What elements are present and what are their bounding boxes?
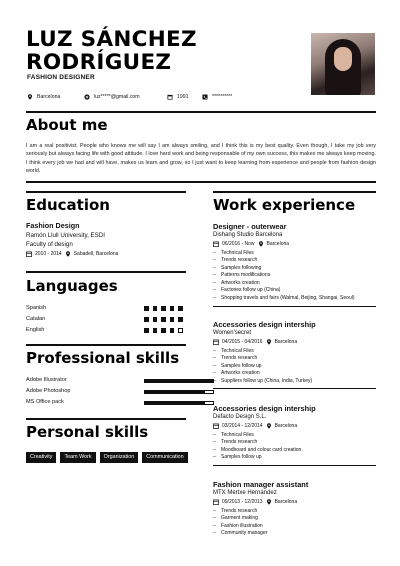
- job-task: – Trends research: [213, 257, 378, 265]
- skill-level-fill: [145, 391, 205, 393]
- job-tasks: [213, 508, 378, 538]
- calendar-icon: [213, 339, 219, 345]
- job-task: – Factories follow up (China): [213, 287, 378, 295]
- skill-row: [26, 377, 186, 386]
- skill-tag: Team Work: [60, 452, 95, 463]
- job-dates: 09/2013 - 12/2013: [222, 498, 263, 505]
- level-dot-filled: [170, 317, 175, 322]
- job-tasks: [213, 348, 378, 386]
- level-dot-empty: [178, 328, 183, 333]
- job-divider: [213, 388, 376, 389]
- job-divider: [213, 465, 376, 466]
- job-meta: [213, 498, 378, 506]
- name-line-2: RODRÍGUEZ: [26, 50, 172, 75]
- job-dates: 03/2014 - 12/2014: [222, 422, 263, 429]
- skill-name: Adobe Photoshop: [26, 388, 71, 394]
- language-name: English: [26, 327, 45, 333]
- email-text: luz*****@gmail.com: [94, 94, 140, 100]
- full-name: [26, 28, 197, 74]
- personal-skills-tags: [26, 452, 191, 463]
- contact-location: [27, 94, 60, 100]
- professional-skills-heading: Professional skills: [26, 349, 180, 367]
- skill-row: [26, 388, 186, 397]
- skill-tag: Creativity: [26, 452, 56, 463]
- job-dates: 04/2015 - 04/2016: [222, 338, 263, 345]
- location-pin-icon: [266, 423, 272, 429]
- calendar-icon: [213, 499, 219, 505]
- language-name: Catalan: [26, 316, 46, 322]
- level-dot-filled: [161, 317, 166, 322]
- level-dot-filled: [144, 317, 149, 322]
- job-task: – Artworks creation: [213, 370, 378, 378]
- work-heading: Work experience: [213, 196, 356, 214]
- job-title: Accessories design intership: [213, 404, 316, 413]
- profile-photo: [311, 33, 375, 95]
- name-line-1: LUZ SÁNCHEZ: [26, 27, 197, 52]
- skill-level-bar: [144, 379, 214, 383]
- job-meta: [213, 240, 378, 248]
- skill-level-fill: [145, 380, 213, 382]
- job-task: – Technical Files: [213, 348, 378, 356]
- job-place: Barcelona: [274, 498, 298, 505]
- level-dot-filled: [178, 317, 183, 322]
- job-task: – Samples following: [213, 265, 378, 273]
- level-dot-filled: [178, 306, 183, 311]
- skill-level-bar: [144, 401, 214, 405]
- job-title: Accessories design intership: [213, 320, 316, 329]
- education-top-rule: [26, 191, 186, 193]
- level-dot-filled: [144, 306, 149, 311]
- job-task: – Trends research: [213, 508, 378, 516]
- job-company: Dishang Studio Barcelona: [213, 232, 283, 238]
- job-task: – Technical Files: [213, 250, 378, 258]
- education-faculty: Faculty of design: [26, 241, 73, 248]
- job-divider: [213, 306, 376, 307]
- skill-tag: Communication: [142, 452, 187, 463]
- level-dot-filled: [153, 306, 158, 311]
- job-place: Barcelona: [266, 240, 290, 247]
- level-dot-filled: [170, 328, 175, 333]
- job-task: – Samples follow up: [213, 454, 378, 462]
- job-task: – Moodboard and colour card creation: [213, 447, 378, 455]
- at-sign-icon: [84, 94, 90, 100]
- job-title: Designer - outerwear: [213, 222, 287, 231]
- location-text: Barcelona: [37, 94, 61, 100]
- location-pin-icon: [27, 94, 33, 100]
- job-entry: [213, 404, 378, 466]
- language-level-dots: [144, 328, 183, 333]
- job-meta: [213, 422, 378, 430]
- level-dot-filled: [153, 317, 158, 322]
- education-block: [26, 221, 186, 258]
- header-divider: [26, 111, 376, 113]
- location-pin-icon: [266, 339, 272, 345]
- level-dot-filled: [161, 328, 166, 333]
- personal-skills-heading: Personal skills: [26, 423, 149, 441]
- level-dot-filled: [170, 306, 175, 311]
- professional-skills-top-rule: [26, 344, 186, 346]
- level-dot-filled: [161, 306, 166, 311]
- job-task: – Patterns modifications: [213, 272, 378, 280]
- job-task: – Trends research: [213, 439, 378, 447]
- language-row: [26, 305, 186, 314]
- location-pin-icon: [266, 499, 272, 505]
- skill-row: [26, 399, 186, 408]
- skill-name: MS Office pack: [26, 399, 64, 405]
- education-heading: Education: [26, 196, 110, 214]
- language-level-dots: [144, 317, 183, 322]
- job-place: Barcelona: [274, 338, 298, 345]
- education-school: Ramón Llull University, ESDI: [26, 231, 105, 239]
- job-task: – Fashion illustration: [213, 523, 378, 531]
- contact-birth-year: [167, 94, 189, 100]
- level-dot-filled: [144, 328, 149, 333]
- job-task: – Trends research: [213, 355, 378, 363]
- job-meta: [213, 338, 378, 346]
- skill-name: Adobe Illustrator: [26, 377, 67, 383]
- job-task: – Technical Files: [213, 432, 378, 440]
- language-name: Spanish: [26, 305, 47, 311]
- job-entry: [213, 222, 378, 306]
- job-task: – Shopping travels and fairs (Walmal, Beijing, Shangai, Seoul): [213, 295, 378, 303]
- job-tasks: [213, 432, 378, 462]
- phone-icon: [202, 94, 208, 100]
- skill-level-bar: [144, 390, 214, 394]
- about-text: I am a real positivist. People who knows me will say I am always smiling, and I think this is my best quality. Even though, I take my job very seriously but always facing life with good attitude. I love hard work and being responsable of my own success, this makes me always keep moving. I think every job we had and will have, makes us learn and grow, so I just want to keep learning from experience and people from fashion design world.: [26, 143, 376, 174]
- phone-text: **********: [212, 94, 233, 100]
- contact-email[interactable]: [84, 94, 140, 100]
- contact-row: [27, 94, 287, 104]
- language-level-dots: [144, 306, 183, 311]
- work-top-rule: [213, 191, 376, 193]
- about-heading: About me: [26, 116, 108, 134]
- language-row: [26, 327, 186, 336]
- job-task: – Suppliers follow up (China, India, Turkey): [213, 378, 378, 386]
- calendar-icon: [213, 241, 219, 247]
- level-dot-filled: [153, 328, 158, 333]
- job-company: Defacto Design S.L.: [213, 414, 267, 420]
- job-tasks: [213, 250, 378, 303]
- calendar-icon: [26, 251, 32, 257]
- job-task: – Samples follow up: [213, 363, 378, 371]
- location-pin-icon: [65, 251, 71, 257]
- calendar-icon: [167, 94, 173, 100]
- job-task: – Garment making: [213, 515, 378, 523]
- job-entry: [213, 480, 378, 538]
- job-title: FASHION DESIGNER: [27, 74, 95, 81]
- location-pin-icon: [258, 241, 264, 247]
- personal-skills-top-rule: [26, 418, 186, 420]
- job-company: Women'secret: [213, 330, 252, 336]
- job-company: MTX Mertxe Hernández: [213, 490, 277, 496]
- job-task: – Artworks creation: [213, 280, 378, 288]
- skill-level-fill: [145, 402, 205, 404]
- job-place: Barcelona: [274, 422, 298, 429]
- job-title: Fashion manager assistant: [213, 480, 309, 489]
- job-task: – Community manager: [213, 530, 378, 538]
- languages-top-rule: [26, 271, 186, 273]
- education-meta: [26, 250, 186, 258]
- skill-tag: Organization: [100, 452, 139, 463]
- education-place: Sabadell, Barcelona: [73, 250, 119, 257]
- education-degree: Fashion Design: [26, 221, 80, 230]
- job-entry: [213, 320, 378, 389]
- birth-year-text: 1991: [177, 94, 189, 100]
- contact-phone[interactable]: [202, 94, 232, 100]
- language-row: [26, 316, 186, 325]
- languages-heading: Languages: [26, 277, 118, 295]
- calendar-icon: [213, 423, 219, 429]
- about-divider: [26, 181, 376, 183]
- education-dates: 2010 - 2014: [35, 250, 62, 257]
- job-dates: 06/2016 - Now: [222, 240, 255, 247]
